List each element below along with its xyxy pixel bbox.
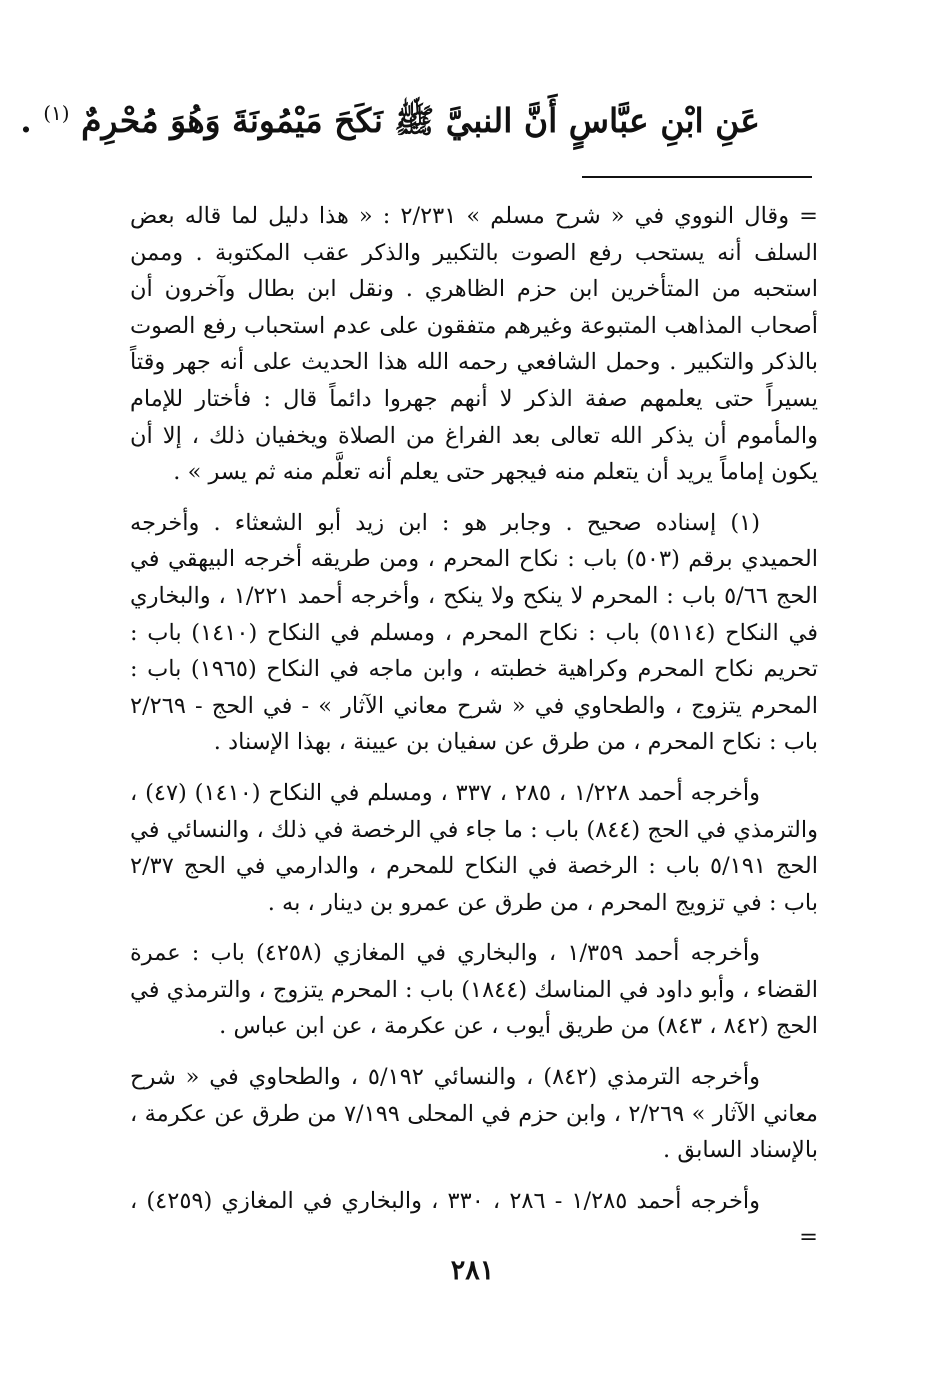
footnote-continuation: = وقال النووي في « شرح مسلم » ٢/٢٣١ : « هذا دليل لما قاله بعض السلف أنه يستحب رفع الصوت بالتكبير والذكر عقب المكتوبة . وممن استحبه من المتأخرين ابن حزم الظاهري . ونقل ابن بطال وآخرون أن أصحاب المذاهب المتبوعة وغيرهم متفقون على عدم استحباب رفع الصوت بالذكر والتكبير . وحمل الشافعي رحمه الله هذا الحديث على أنه جهر وقتاً يسيراً حتى يعلمهم صفة الذكر لا أنهم جهروا دائماً قال : فأختار للإمام والمأموم أن يذكر الله تعالى بعد الفراغ من الصلاة ويخفيان ذلك ، إلا أن يكون إماماً يريد أن يتعلم منه فيجهر حتى يعلم أنه تعلَّم منه ثم يسر » . (130, 203, 818, 486)
hadith-text (20, 78, 760, 156)
footnote-paragraph-5: وأخرجه أحمد ١/٢٨٥ - ٢٨٦ ، ٣٣٠ ، والبخاري في المغازي (٤٢٥٩) ، = (130, 1187, 818, 1251)
footnote-paragraph-2: وأخرجه أحمد ١/٢٢٨ ، ٢٨٥ ، ٣٣٧ ، ومسلم في النكاح (١٤١٠) (٤٧) ، والترمذي في الحج (٨٤٤) باب : ما جاء في الرخصة في ذلك ، والنسائي في الحج ٥/١٩١ باب : الرخصة في النكاح للمحرم ، والدارمي في الحج ٢/٣٧ باب : في تزويج المحرم ، من طرق عن عمرو بن دينار ، به . (130, 779, 818, 916)
footnote-1: (١) إسناده صحيح . وجابر هو : ابن زيد أبو الشعثاء . وأخرجه الحميدي برقم (٥٠٣) باب : نكاح المحرم ، ومن طريقه أخرجه البيهقي في الحج ٥/٦٦ باب : المحرم لا ينكح ولا ينكح ، وأخرجه أحمد ١/٢٢١ ، والبخاري في النكاح (٥١١٤) باب : نكاح المحرم ، ومسلم في النكاح (١٤١٠) باب : تحريم نكاح المحرم وكراهية خطبته ، وابن ماجه في النكاح (١٩٦٥) باب : المحرم يتزوج ، والطحاوي في « شرح معاني الآثار » - في الحج - ٢/٢٦٩ باب : نكاح المحرم ، من طرق عن سفيان بن عيينة ، بهذا الإسناد . (130, 509, 818, 756)
footnote-paragraph-4: وأخرجه الترمذي (٨٤٢) ، والنسائي ٥/١٩٢ ، والطحاوي في « شرح معاني الآثار » ٢/٢٦٩ ، وابن حزم في المحلى ٧/١٩٩ من طرق عن عكرمة ، بالإسناد السابق . (130, 1064, 818, 1164)
footnote-paragraph-3: وأخرجه أحمد ١/٣٥٩ ، والبخاري في المغازي (٤٢٥٨) باب : عمرة القضاء ، وأبو داود في المناسك (١٨٤٤) باب : المحرم يتزوج ، والترمذي في الحج (٨٤٢ ، ٨٤٣) من طريق أيوب ، عن عكرمة ، عن ابن عباس . (130, 940, 818, 1040)
footnote-ref-marker: (١) (43, 101, 70, 125)
hadith-end: . (20, 101, 44, 140)
footnotes (130, 198, 818, 1256)
hadith-body: عَنِ ابْنِ عبَّاسٍ أَنَّ النبيَّ ﷺ نَكَحَ مَيْمُونَةَ وَهُوَ مُحْرِمٌ (81, 101, 760, 140)
footnote-separator (582, 176, 812, 178)
page-number: ٢٨١ (450, 1255, 495, 1286)
